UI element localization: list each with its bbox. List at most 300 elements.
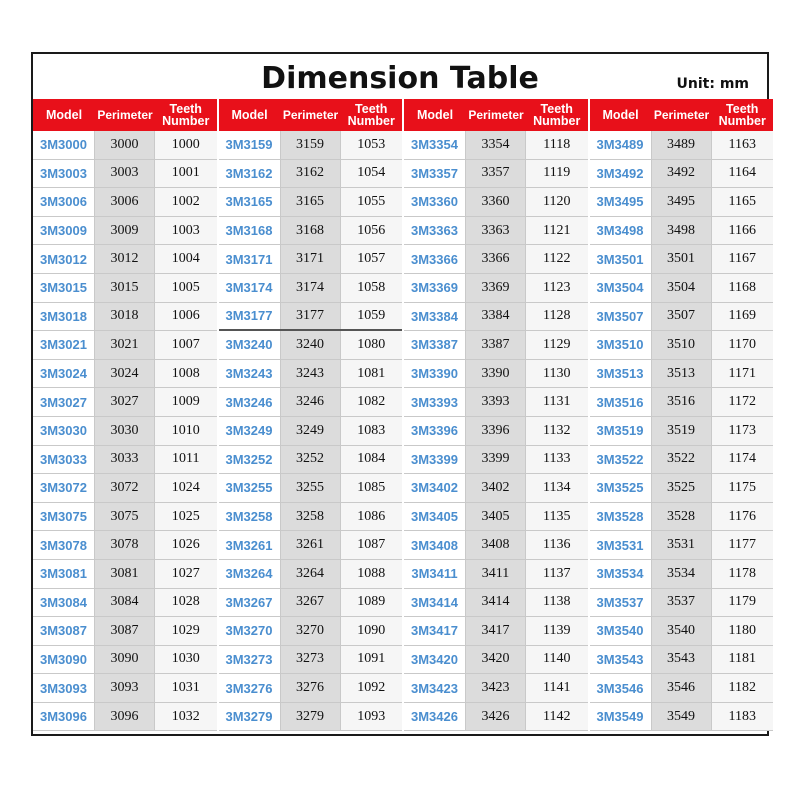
perimeter-cell: 3489 <box>652 131 712 159</box>
teeth-number-cell: 1029 <box>155 617 217 645</box>
perimeter-cell: 3549 <box>652 703 712 731</box>
teeth-number-cell: 1174 <box>712 446 774 474</box>
model-cell: 3M3549 <box>590 703 652 731</box>
teeth-number-cell: 1165 <box>712 188 774 216</box>
table-row <box>33 217 217 246</box>
perimeter-cell: 3090 <box>95 646 155 674</box>
model-cell: 3M3522 <box>590 446 652 474</box>
table-row <box>404 217 588 246</box>
teeth-number-cell: 1088 <box>341 560 403 588</box>
table-row <box>590 560 774 589</box>
model-cell: 3M3402 <box>404 474 466 502</box>
model-cell: 3M3075 <box>33 503 95 531</box>
model-cell: 3M3384 <box>404 303 466 331</box>
dimension-table <box>31 52 769 736</box>
model-cell: 3M3360 <box>404 188 466 216</box>
table-row <box>33 131 217 160</box>
table-row <box>590 417 774 446</box>
model-cell: 3M3171 <box>219 245 281 273</box>
teeth-number-cell: 1170 <box>712 331 774 359</box>
teeth-number-cell: 1173 <box>712 417 774 445</box>
model-cell: 3M3354 <box>404 131 466 159</box>
teeth-number-cell: 1133 <box>526 446 588 474</box>
perimeter-cell: 3012 <box>95 245 155 273</box>
model-cell: 3M3525 <box>590 474 652 502</box>
table-row <box>33 703 217 732</box>
perimeter-cell: 3408 <box>466 531 526 559</box>
perimeter-cell: 3417 <box>466 617 526 645</box>
model-cell: 3M3387 <box>404 331 466 359</box>
model-cell: 3M3513 <box>590 360 652 388</box>
perimeter-cell: 3363 <box>466 217 526 245</box>
model-cell: 3M3279 <box>219 703 281 731</box>
header-perimeter: Perimeter <box>97 108 153 122</box>
perimeter-cell: 3078 <box>95 531 155 559</box>
perimeter-cell: 3399 <box>466 446 526 474</box>
header-model: Model <box>602 108 639 122</box>
model-cell: 3M3009 <box>33 217 95 245</box>
teeth-number-cell: 1091 <box>341 646 403 674</box>
model-cell: 3M3273 <box>219 646 281 674</box>
table-row <box>590 703 774 732</box>
header-teeth-number: Teeth Number <box>162 102 210 128</box>
table-row <box>33 617 217 646</box>
model-cell: 3M3363 <box>404 217 466 245</box>
table-row <box>404 417 588 446</box>
teeth-number-cell: 1056 <box>341 217 403 245</box>
table-row <box>404 388 588 417</box>
teeth-number-cell: 1005 <box>155 274 217 302</box>
teeth-number-cell: 1177 <box>712 531 774 559</box>
table-groups <box>33 99 767 731</box>
model-cell: 3M3081 <box>33 560 95 588</box>
perimeter-cell: 3543 <box>652 646 712 674</box>
model-cell: 3M3390 <box>404 360 466 388</box>
perimeter-cell: 3015 <box>95 274 155 302</box>
teeth-number-cell: 1004 <box>155 245 217 273</box>
perimeter-cell: 3243 <box>281 360 341 388</box>
table-row <box>219 531 403 560</box>
model-cell: 3M3267 <box>219 589 281 617</box>
table-row <box>404 446 588 475</box>
table-row <box>590 503 774 532</box>
table-row <box>219 646 403 675</box>
table-row <box>404 360 588 389</box>
table-row <box>404 617 588 646</box>
perimeter-cell: 3249 <box>281 417 341 445</box>
teeth-number-cell: 1059 <box>341 303 403 330</box>
perimeter-cell: 3084 <box>95 589 155 617</box>
teeth-number-cell: 1120 <box>526 188 588 216</box>
teeth-number-cell: 1163 <box>712 131 774 159</box>
perimeter-cell: 3528 <box>652 503 712 531</box>
table-row <box>33 503 217 532</box>
header-teeth-number: Teeth Number <box>533 102 581 128</box>
model-cell: 3M3276 <box>219 674 281 702</box>
table-row <box>219 446 403 475</box>
table-row <box>33 474 217 503</box>
table-row <box>33 160 217 189</box>
teeth-number-cell: 1183 <box>712 703 774 731</box>
table-row <box>219 217 403 246</box>
model-cell: 3M3090 <box>33 646 95 674</box>
model-cell: 3M3030 <box>33 417 95 445</box>
table-row <box>590 331 774 360</box>
teeth-number-cell: 1087 <box>341 531 403 559</box>
perimeter-cell: 3033 <box>95 446 155 474</box>
teeth-number-cell: 1086 <box>341 503 403 531</box>
perimeter-cell: 3501 <box>652 245 712 273</box>
model-cell: 3M3024 <box>33 360 95 388</box>
table-row <box>404 303 588 332</box>
model-cell: 3M3087 <box>33 617 95 645</box>
teeth-number-cell: 1080 <box>341 331 403 359</box>
table-row <box>404 503 588 532</box>
model-cell: 3M3495 <box>590 188 652 216</box>
teeth-number-cell: 1182 <box>712 674 774 702</box>
table-row <box>590 303 774 332</box>
teeth-number-cell: 1169 <box>712 303 774 331</box>
header-model: Model <box>416 108 454 122</box>
model-cell: 3M3177 <box>219 303 281 330</box>
perimeter-cell: 3384 <box>466 303 526 331</box>
teeth-number-cell: 1166 <box>712 217 774 245</box>
teeth-number-cell: 1142 <box>526 703 588 731</box>
model-cell: 3M3396 <box>404 417 466 445</box>
model-cell: 3M3411 <box>404 560 466 588</box>
perimeter-cell: 3495 <box>652 188 712 216</box>
table-row <box>404 560 588 589</box>
table-row <box>33 674 217 703</box>
teeth-number-cell: 1006 <box>155 303 217 331</box>
model-cell: 3M3531 <box>590 531 652 559</box>
perimeter-cell: 3423 <box>466 674 526 702</box>
perimeter-cell: 3546 <box>652 674 712 702</box>
table-row <box>219 188 403 217</box>
perimeter-cell: 3027 <box>95 388 155 416</box>
teeth-number-cell: 1176 <box>712 503 774 531</box>
teeth-number-cell: 1082 <box>341 388 403 416</box>
teeth-number-cell: 1137 <box>526 560 588 588</box>
perimeter-cell: 3357 <box>466 160 526 188</box>
table-row <box>219 245 403 274</box>
perimeter-cell: 3525 <box>652 474 712 502</box>
perimeter-cell: 3522 <box>652 446 712 474</box>
teeth-number-cell: 1179 <box>712 589 774 617</box>
model-cell: 3M3246 <box>219 388 281 416</box>
teeth-number-cell: 1032 <box>155 703 217 731</box>
table-row <box>33 360 217 389</box>
perimeter-cell: 3279 <box>281 703 341 731</box>
teeth-number-cell: 1172 <box>712 388 774 416</box>
header-row <box>404 99 588 131</box>
model-cell: 3M3027 <box>33 388 95 416</box>
teeth-number-cell: 1171 <box>712 360 774 388</box>
header-teeth-number: Teeth Number <box>718 102 766 128</box>
table-row <box>404 474 588 503</box>
model-cell: 3M3504 <box>590 274 652 302</box>
teeth-number-cell: 1083 <box>341 417 403 445</box>
table-row <box>404 703 588 732</box>
perimeter-cell: 3270 <box>281 617 341 645</box>
table-row <box>590 217 774 246</box>
teeth-number-cell: 1024 <box>155 474 217 502</box>
perimeter-cell: 3534 <box>652 560 712 588</box>
perimeter-cell: 3000 <box>95 131 155 159</box>
teeth-number-cell: 1119 <box>526 160 588 188</box>
table-row <box>219 274 403 303</box>
perimeter-cell: 3369 <box>466 274 526 302</box>
model-cell: 3M3357 <box>404 160 466 188</box>
perimeter-cell: 3096 <box>95 703 155 731</box>
teeth-number-cell: 1055 <box>341 188 403 216</box>
perimeter-cell: 3411 <box>466 560 526 588</box>
perimeter-cell: 3264 <box>281 560 341 588</box>
table-row <box>33 274 217 303</box>
table-title: Dimension Table <box>261 61 539 96</box>
teeth-number-cell: 1008 <box>155 360 217 388</box>
model-cell: 3M3006 <box>33 188 95 216</box>
table-row <box>590 360 774 389</box>
perimeter-cell: 3507 <box>652 303 712 331</box>
perimeter-cell: 3402 <box>466 474 526 502</box>
teeth-number-cell: 1130 <box>526 360 588 388</box>
table-row <box>33 646 217 675</box>
perimeter-cell: 3360 <box>466 188 526 216</box>
perimeter-cell: 3246 <box>281 388 341 416</box>
model-cell: 3M3543 <box>590 646 652 674</box>
perimeter-cell: 3519 <box>652 417 712 445</box>
perimeter-cell: 3540 <box>652 617 712 645</box>
table-row <box>33 589 217 618</box>
perimeter-cell: 3087 <box>95 617 155 645</box>
perimeter-cell: 3273 <box>281 646 341 674</box>
header-perimeter: Perimeter <box>468 108 524 122</box>
teeth-number-cell: 1121 <box>526 217 588 245</box>
teeth-number-cell: 1025 <box>155 503 217 531</box>
teeth-number-cell: 1009 <box>155 388 217 416</box>
model-cell: 3M3534 <box>590 560 652 588</box>
teeth-number-cell: 1057 <box>341 245 403 273</box>
table-row <box>590 531 774 560</box>
perimeter-cell: 3498 <box>652 217 712 245</box>
perimeter-cell: 3261 <box>281 531 341 559</box>
teeth-number-cell: 1175 <box>712 474 774 502</box>
teeth-number-cell: 1002 <box>155 188 217 216</box>
teeth-number-cell: 1178 <box>712 560 774 588</box>
table-row <box>33 417 217 446</box>
model-cell: 3M3369 <box>404 274 466 302</box>
table-group <box>402 99 588 731</box>
model-cell: 3M3414 <box>404 589 466 617</box>
table-row <box>404 674 588 703</box>
teeth-number-cell: 1122 <box>526 245 588 273</box>
model-cell: 3M3423 <box>404 674 466 702</box>
table-row <box>590 131 774 160</box>
model-cell: 3M3537 <box>590 589 652 617</box>
model-cell: 3M3000 <box>33 131 95 159</box>
teeth-number-cell: 1118 <box>526 131 588 159</box>
perimeter-cell: 3258 <box>281 503 341 531</box>
model-cell: 3M3489 <box>590 131 652 159</box>
perimeter-cell: 3276 <box>281 674 341 702</box>
model-cell: 3M3498 <box>590 217 652 245</box>
table-row <box>33 560 217 589</box>
perimeter-cell: 3510 <box>652 331 712 359</box>
table-row <box>33 446 217 475</box>
teeth-number-cell: 1026 <box>155 531 217 559</box>
perimeter-cell: 3024 <box>95 360 155 388</box>
teeth-number-cell: 1027 <box>155 560 217 588</box>
perimeter-cell: 3081 <box>95 560 155 588</box>
model-cell: 3M3426 <box>404 703 466 731</box>
table-row <box>219 303 403 332</box>
perimeter-cell: 3018 <box>95 303 155 331</box>
table-row <box>404 331 588 360</box>
model-cell: 3M3243 <box>219 360 281 388</box>
table-body <box>219 131 403 731</box>
perimeter-cell: 3387 <box>466 331 526 359</box>
model-cell: 3M3393 <box>404 388 466 416</box>
perimeter-cell: 3075 <box>95 503 155 531</box>
perimeter-cell: 3504 <box>652 274 712 302</box>
table-row <box>33 303 217 332</box>
table-row <box>590 674 774 703</box>
table-group <box>588 99 774 731</box>
table-row <box>590 474 774 503</box>
model-cell: 3M3519 <box>590 417 652 445</box>
perimeter-cell: 3006 <box>95 188 155 216</box>
table-row <box>590 617 774 646</box>
teeth-number-cell: 1054 <box>341 160 403 188</box>
table-group <box>217 99 403 731</box>
teeth-number-cell: 1031 <box>155 674 217 702</box>
table-row <box>33 531 217 560</box>
table-body <box>33 131 217 731</box>
perimeter-cell: 3252 <box>281 446 341 474</box>
teeth-number-cell: 1092 <box>341 674 403 702</box>
teeth-number-cell: 1028 <box>155 589 217 617</box>
table-row <box>219 674 403 703</box>
perimeter-cell: 3267 <box>281 589 341 617</box>
teeth-number-cell: 1129 <box>526 331 588 359</box>
table-row <box>404 188 588 217</box>
teeth-number-cell: 1058 <box>341 274 403 302</box>
teeth-number-cell: 1164 <box>712 160 774 188</box>
teeth-number-cell: 1030 <box>155 646 217 674</box>
model-cell: 3M3015 <box>33 274 95 302</box>
table-row <box>219 560 403 589</box>
model-cell: 3M3405 <box>404 503 466 531</box>
model-cell: 3M3492 <box>590 160 652 188</box>
perimeter-cell: 3531 <box>652 531 712 559</box>
table-row <box>219 131 403 160</box>
teeth-number-cell: 1181 <box>712 646 774 674</box>
perimeter-cell: 3516 <box>652 388 712 416</box>
teeth-number-cell: 1128 <box>526 303 588 331</box>
model-cell: 3M3012 <box>33 245 95 273</box>
teeth-number-cell: 1140 <box>526 646 588 674</box>
teeth-number-cell: 1010 <box>155 417 217 445</box>
perimeter-cell: 3162 <box>281 160 341 188</box>
header-perimeter: Perimeter <box>282 108 339 122</box>
header-row <box>33 99 217 131</box>
teeth-number-cell: 1089 <box>341 589 403 617</box>
table-row <box>404 646 588 675</box>
perimeter-cell: 3174 <box>281 274 341 302</box>
table-row <box>219 160 403 189</box>
teeth-number-cell: 1090 <box>341 617 403 645</box>
table-row <box>219 474 403 503</box>
perimeter-cell: 3390 <box>466 360 526 388</box>
perimeter-cell: 3168 <box>281 217 341 245</box>
perimeter-cell: 3426 <box>466 703 526 731</box>
table-row <box>219 589 403 618</box>
teeth-number-cell: 1168 <box>712 274 774 302</box>
header-row <box>219 99 403 131</box>
perimeter-cell: 3405 <box>466 503 526 531</box>
header-model: Model <box>45 108 83 122</box>
perimeter-cell: 3354 <box>466 131 526 159</box>
model-cell: 3M3408 <box>404 531 466 559</box>
table-row <box>404 531 588 560</box>
model-cell: 3M3540 <box>590 617 652 645</box>
model-cell: 3M3264 <box>219 560 281 588</box>
perimeter-cell: 3021 <box>95 331 155 359</box>
table-body <box>404 131 588 731</box>
header-perimeter: Perimeter <box>653 108 710 122</box>
perimeter-cell: 3165 <box>281 188 341 216</box>
table-body <box>590 131 774 731</box>
table-row <box>590 160 774 189</box>
teeth-number-cell: 1139 <box>526 617 588 645</box>
table-row <box>590 589 774 618</box>
table-row <box>219 360 403 389</box>
table-row <box>219 703 403 732</box>
teeth-number-cell: 1180 <box>712 617 774 645</box>
teeth-number-cell: 1141 <box>526 674 588 702</box>
table-row <box>590 446 774 475</box>
perimeter-cell: 3240 <box>281 331 341 359</box>
model-cell: 3M3261 <box>219 531 281 559</box>
model-cell: 3M3507 <box>590 303 652 331</box>
teeth-number-cell: 1167 <box>712 245 774 273</box>
perimeter-cell: 3072 <box>95 474 155 502</box>
model-cell: 3M3240 <box>219 331 281 359</box>
perimeter-cell: 3513 <box>652 360 712 388</box>
table-row <box>33 245 217 274</box>
model-cell: 3M3021 <box>33 331 95 359</box>
table-row <box>590 188 774 217</box>
teeth-number-cell: 1001 <box>155 160 217 188</box>
model-cell: 3M3366 <box>404 245 466 273</box>
perimeter-cell: 3171 <box>281 245 341 273</box>
teeth-number-cell: 1123 <box>526 274 588 302</box>
teeth-number-cell: 1134 <box>526 474 588 502</box>
perimeter-cell: 3159 <box>281 131 341 159</box>
perimeter-cell: 3537 <box>652 589 712 617</box>
model-cell: 3M3168 <box>219 217 281 245</box>
model-cell: 3M3420 <box>404 646 466 674</box>
model-cell: 3M3516 <box>590 388 652 416</box>
model-cell: 3M3249 <box>219 417 281 445</box>
teeth-number-cell: 1000 <box>155 131 217 159</box>
model-cell: 3M3165 <box>219 188 281 216</box>
header-teeth-number: Teeth Number <box>347 102 395 128</box>
perimeter-cell: 3492 <box>652 160 712 188</box>
perimeter-cell: 3414 <box>466 589 526 617</box>
model-cell: 3M3252 <box>219 446 281 474</box>
